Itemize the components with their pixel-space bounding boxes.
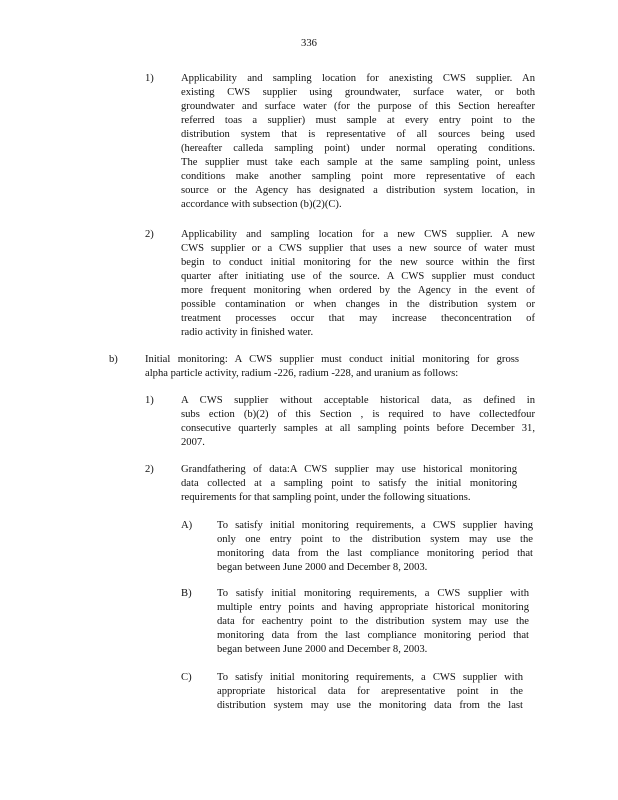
text-line: The supplier must take each sample at the same sampling point, unless xyxy=(181,157,535,168)
text-line: conditions make another sampling point more representative of each xyxy=(181,171,535,182)
item-text xyxy=(181,463,517,505)
text-line: To satisfy initial monitoring requirements, a CWS supplier having xyxy=(217,520,533,531)
text-line: begin to conduct initial monitoring for the new source within the first xyxy=(181,257,535,268)
text-line: requirements for that sampling point, under the following situations. xyxy=(181,492,471,503)
text-line: accordance with subsection (b)(2)(C). xyxy=(181,199,342,210)
text-line: groundwater and surface water (for the purpose of this Section hereafter xyxy=(181,101,535,112)
text-line: monitoring data from the last compliance monitoring period that xyxy=(217,548,533,559)
text-line: distribution system that is representative of all sources being used xyxy=(181,129,535,140)
item-text xyxy=(217,519,533,575)
text-line: more frequent monitoring when ordered by the Agency in the event of xyxy=(181,285,535,296)
item-marker: 1) xyxy=(145,73,154,84)
item-text xyxy=(217,671,523,713)
text-line: appropriate historical data for arepresentative point in the xyxy=(217,686,523,697)
text-line: consecutive quarterly samples at all sampling points before December 31, xyxy=(181,423,535,434)
item-marker: C) xyxy=(181,672,192,683)
item-marker: 2) xyxy=(145,229,154,240)
text-line: Grandfathering of data:A CWS supplier may use historical monitoring xyxy=(181,464,517,475)
text-line: distribution system may use the monitoring data from the last xyxy=(217,700,523,711)
text-line: subs ection (b)(2) of this Section , is required to have collectedfour xyxy=(181,409,535,420)
item-text xyxy=(217,587,529,657)
page-number: 336 xyxy=(301,38,317,49)
text-line: To satisfy initial monitoring requirements, a CWS supplier with xyxy=(217,672,523,683)
text-line: began between June 2000 and December 8, 2003. xyxy=(217,562,428,573)
item-text xyxy=(181,228,535,340)
item-text xyxy=(181,394,535,450)
text-line: only one entry point to the distribution system may use the xyxy=(217,534,533,545)
text-line: To satisfy initial monitoring requirements, a CWS supplier with xyxy=(217,588,529,599)
item-marker: 2) xyxy=(145,464,154,475)
item-text xyxy=(181,72,535,212)
text-line: CWS supplier or a CWS supplier that uses a new source of water must xyxy=(181,243,535,254)
item-marker: B) xyxy=(181,588,192,599)
text-line: Applicability and sampling location for a new CWS supplier. A new xyxy=(181,229,535,240)
text-line: data for eachentry point to the distribution system may use the xyxy=(217,616,529,627)
item-marker: b) xyxy=(109,354,118,365)
text-line: treatment processes occur that may increase theconcentration of xyxy=(181,313,535,324)
text-line: 2007. xyxy=(181,437,205,448)
item-marker: A) xyxy=(181,520,193,531)
text-line: monitoring data from the last compliance monitoring period that xyxy=(217,630,529,641)
text-line: Initial monitoring: A CWS supplier must conduct initial monitoring for gross xyxy=(145,354,519,365)
item-text xyxy=(145,353,519,381)
text-line: (hereafter calleda sampling point) under normal operating conditions. xyxy=(181,143,535,154)
text-line: referred toas a supplier) must sample at every entry point to the xyxy=(181,115,535,126)
text-line: alpha particle activity, radium -226, radium -228, and uranium as follows: xyxy=(145,368,459,379)
text-line: began between June 2000 and December 8, 2003. xyxy=(217,644,428,655)
text-line: radio activity in finished water. xyxy=(181,327,314,338)
text-line: A CWS supplier without acceptable historical data, as defined in xyxy=(181,395,535,406)
text-line: source or the Agency has designated a distribution system location, in xyxy=(181,185,535,196)
text-line: data collected at a sampling point to satisfy the initial monitoring xyxy=(181,478,517,489)
text-line: existing CWS supplier using groundwater, surface water, or both xyxy=(181,87,535,98)
text-line: Applicability and sampling location for anexisting CWS supplier. An xyxy=(181,73,535,84)
text-line: multiple entry points and having appropriate historical monitoring xyxy=(217,602,529,613)
text-line: possible contamination or when changes in the distribution system or xyxy=(181,299,535,310)
text-line: quarter after initiating use of the source. A CWS supplier must conduct xyxy=(181,271,535,282)
item-marker: 1) xyxy=(145,395,154,406)
